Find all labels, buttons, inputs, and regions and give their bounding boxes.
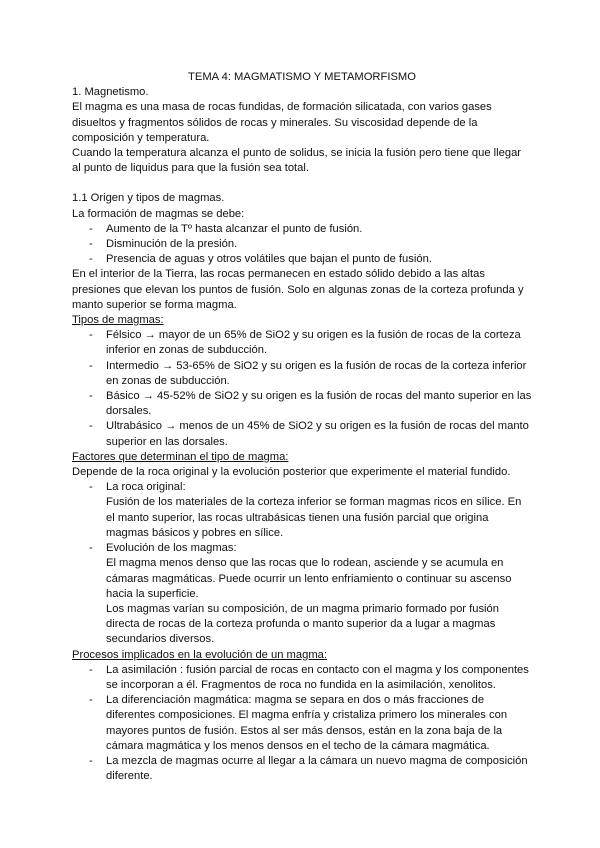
factor-title: La roca original:: [106, 481, 186, 494]
factor-text: El magma menos denso que las rocas que lo rodean, asciende y se acumula en cámaras magmáticas. Puede ocurrir un lento enfriamiento o continuar su ascenso hacia la superficie.: [106, 557, 512, 600]
factor-text: Fusión de los materiales de la corteza inferior se forman magmas ricos en sílice. En el manto superior, las rocas ultrabásicas tienen una fusión parcial que origina magmas básicos y pobres en sílice.: [106, 496, 522, 539]
list-item: - La diferenciación magmática: magma se separa en dos o más fracciones de diferentes composiciones. El magma enfría y cristaliza primero los minerales con mayores puntos de fusión. Estos al ser más densos, están en la zona baja de la cámara magmática y los menos densos en el techo de la cámara magmática.: [89, 694, 508, 752]
list-item: - Disminución de la presión.: [89, 238, 238, 251]
list-item: - Presencia de aguas y otros volátiles que bajan el punto de fusión.: [89, 253, 432, 266]
list-item: - La mezcla de magmas ocurre al llegar a la cámara un nuevo magma de composición diferente.: [89, 754, 528, 783]
list-item: - Intermedio → 53-65% de SiO2 y su origen es la fusión de rocas de la corteza inferior en zonas de subducción.: [89, 359, 527, 387]
section-1-paragraph-2: Cuando la temperatura alcanza el punto de solidus, se inicia la fusión pero tiene que llegar al punto de liquidus para que la fusión sea total.: [72, 147, 522, 175]
section-1-1-intro: La formación de magmas se debe:: [72, 207, 245, 220]
section-1-paragraph-1: El magma es una masa de rocas fundidas, de formación silicatada, con varios gases disueltos y fragmentos sólidos de rocas y minerales. Su viscosidad depende de la composición y temperatura.: [72, 101, 492, 144]
factors-heading: Factores que determinan el tipo de magma:: [72, 450, 289, 463]
list-item: - La asimilación : fusión parcial de rocas en contacto con el magma y los componentes se incorporan a él. Fragmentos de roca no fundida en la asimilación, xenolitos.: [89, 663, 529, 691]
types-list: [72, 328, 532, 450]
list-item: - Félsico → mayor de un 65% de SiO2 y su origen es la fusión de rocas de la corteza inferior en zonas de subducción.: [89, 329, 521, 357]
section-1-heading: 1. Magnetismo.: [72, 86, 149, 99]
factors-list: [72, 480, 532, 647]
processes-heading: Procesos implicados en la evolución de un magma:: [72, 648, 327, 661]
list-item: - Básico → 45-52% de SiO2 y su origen es la fusión de rocas del manto superior en las dorsales.: [89, 390, 532, 418]
list-item: - Aumento de la Tº hasta alcanzar el punto de fusión.: [89, 222, 363, 235]
section-1-1-paragraph-2: En el interior de la Tierra, las rocas permanecen en estado sólido debido a las altas presiones que elevan los puntos de fusión. Solo en algunas zonas de la corteza profunda y manto superior se forma magma.: [72, 268, 524, 311]
factor-title: Evolución de los magmas:: [106, 542, 237, 555]
causes-list: [72, 222, 532, 268]
list-item: - Evolución de los magmas: El magma menos denso que las rocas que lo rodean, asciende y se acumula en cámaras magmáticas. Puede ocurrir un lento enfriamiento o continuar su ascenso hacia la superficie. Los magmas varían su composición, de un magma primario formado por fusión directa de rocas de la corteza profunda o manto superior da a lugar a magmas secundarios diversos.: [72, 541, 532, 647]
factors-intro: Depende de la roca original y la evolución posterior que experimente el material fundido.: [72, 466, 511, 479]
document-page: [72, 70, 532, 784]
list-item: - Ultrabásico → menos de un 45% de SiO2 y su origen es la fusión de rocas del manto superior en las dorsales.: [89, 420, 529, 448]
processes-list: [72, 663, 532, 785]
document-title: TEMA 4: MAGMATISMO Y METAMORFISMO: [188, 71, 416, 83]
types-heading: Tipos de magmas:: [72, 314, 164, 327]
spacer: [72, 176, 532, 191]
factor-text: Los magmas varían su composición, de un magma primario formado por fusión directa de rocas de la corteza profunda o manto superior da a lugar a magmas secundarios diversos.: [106, 602, 499, 646]
list-item: - La roca original: Fusión de los materiales de la corteza inferior se forman magmas ricos en sílice. En el manto superior, las rocas ultrabásicas tienen una fusión parcial que origina magmas básicos y pobres en sílice.: [72, 480, 532, 541]
section-1-1-heading: 1.1 Origen y tipos de magmas.: [72, 192, 225, 205]
